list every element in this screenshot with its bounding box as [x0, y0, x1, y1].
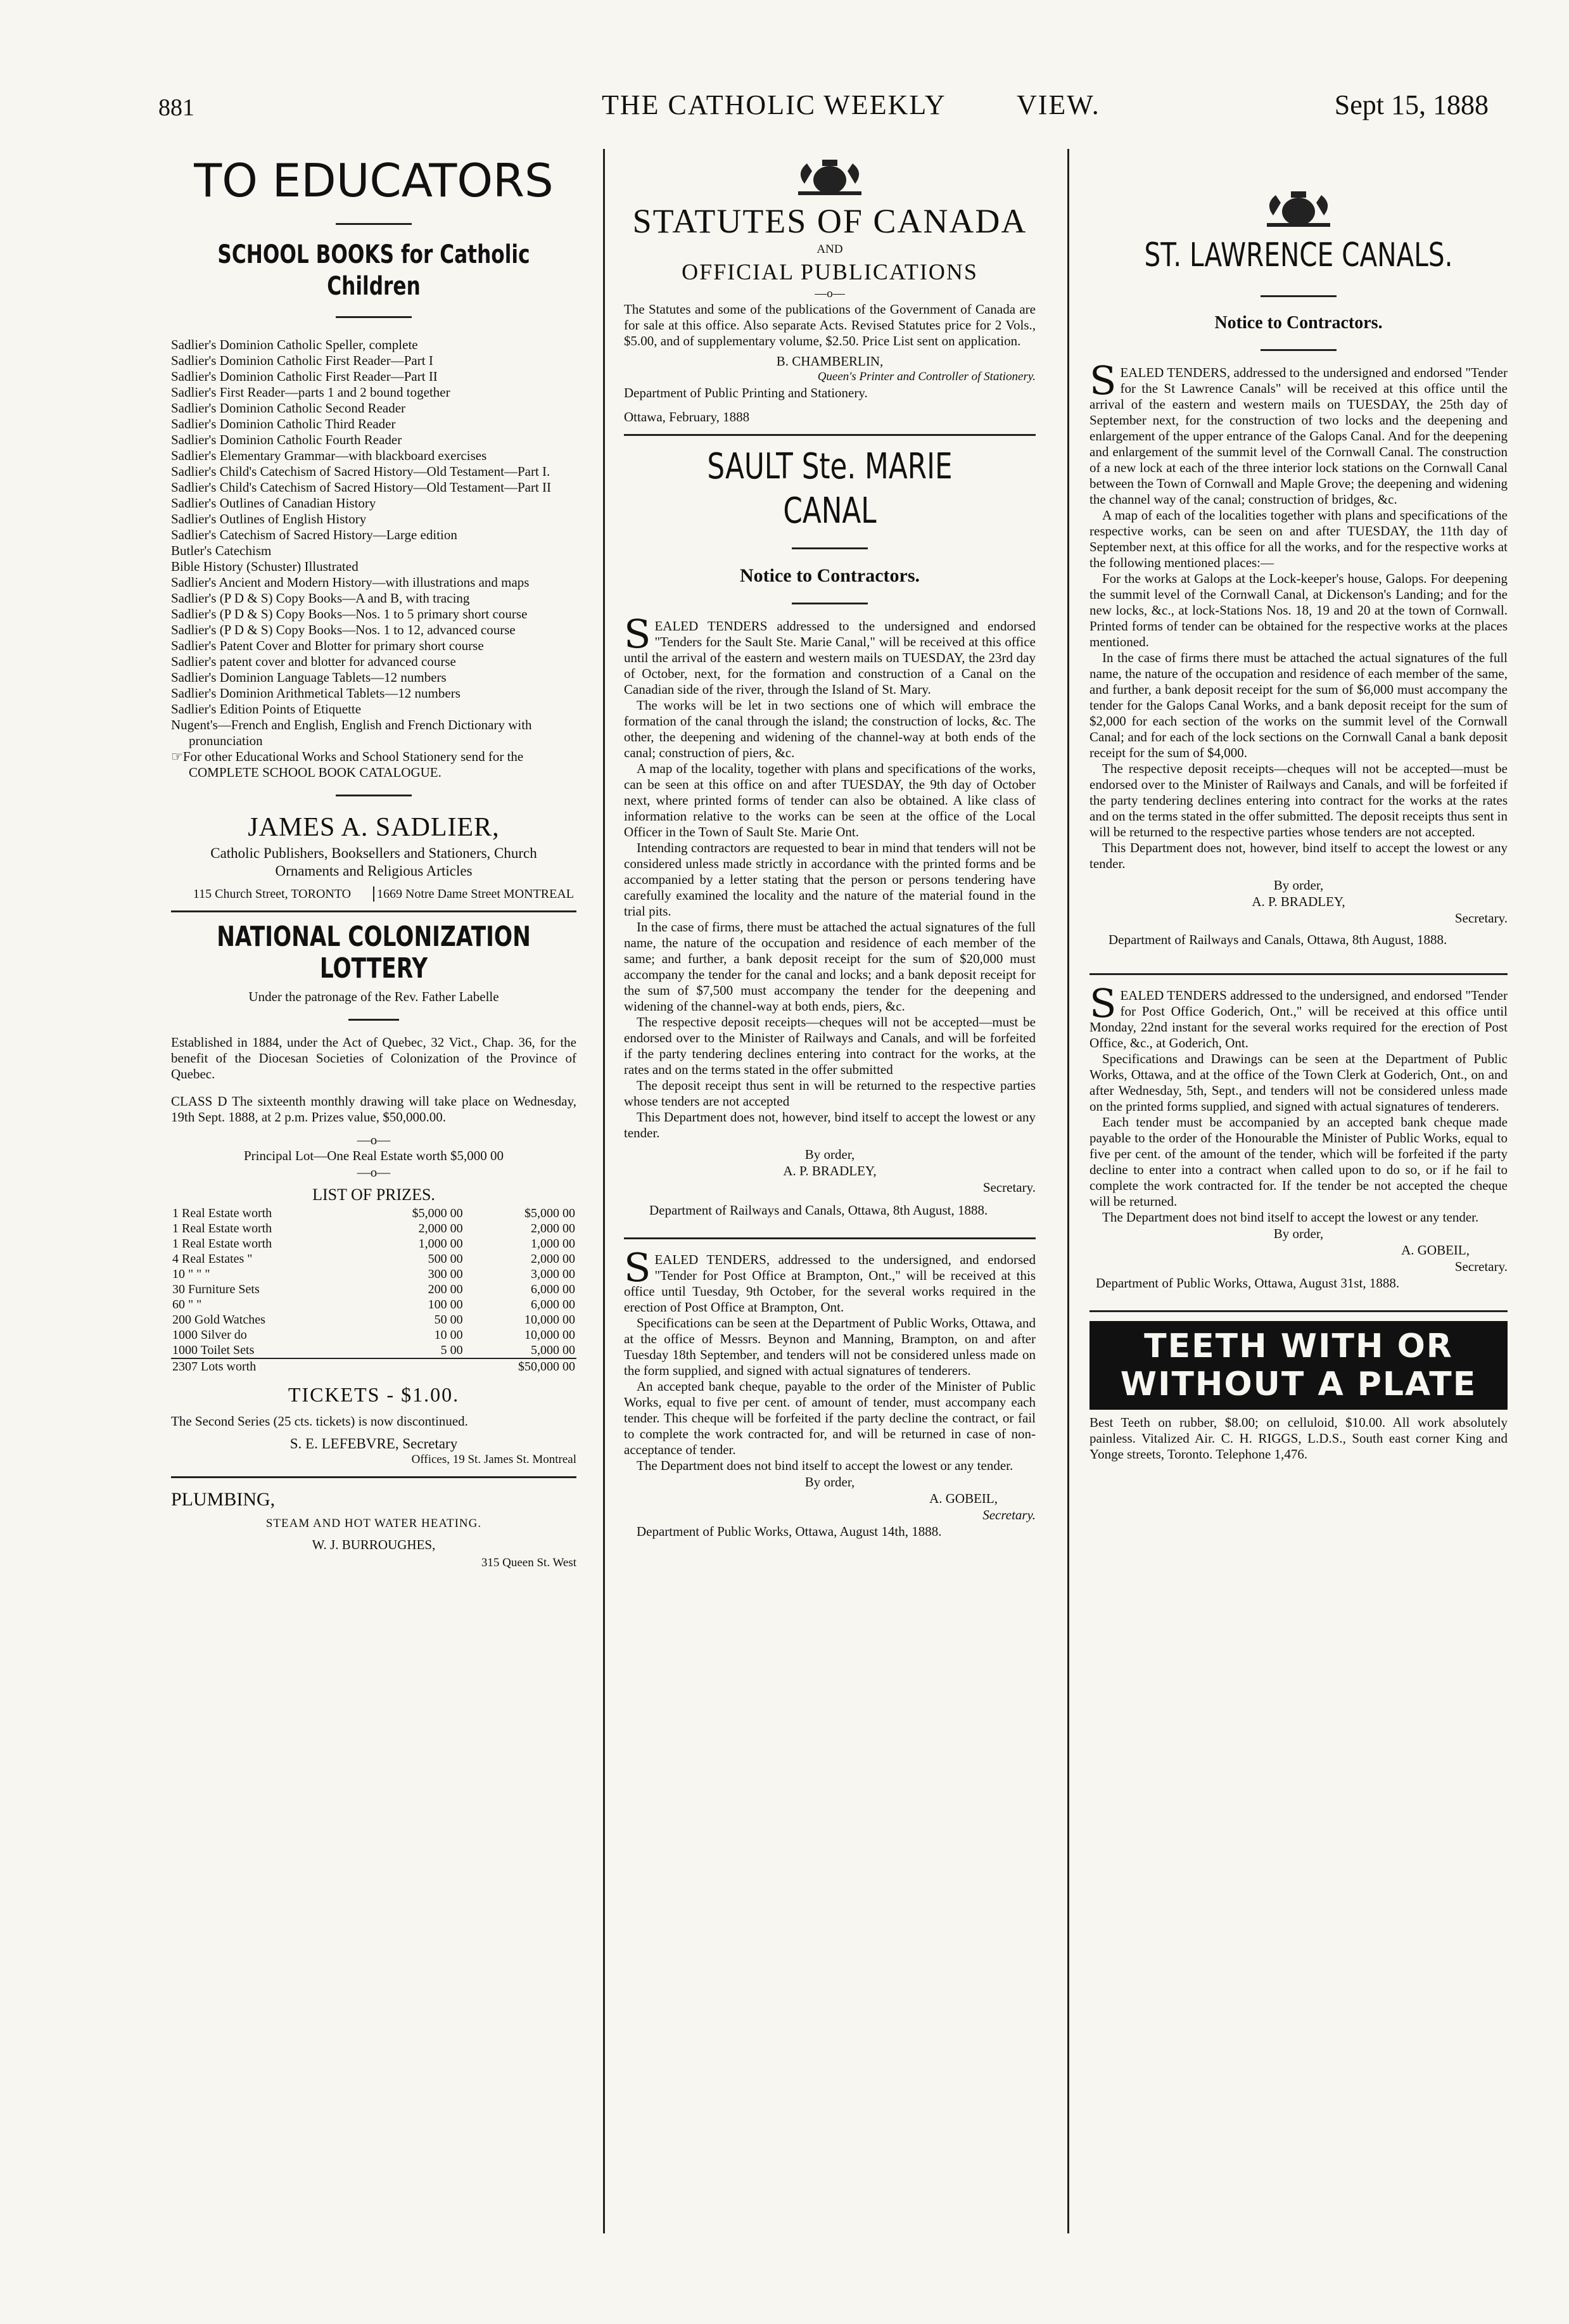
dropcap-s: S — [624, 1244, 651, 1291]
list-item: Bible History (Schuster) Illustrated — [171, 559, 359, 574]
prize-total: 1,000 00 — [531, 1237, 575, 1251]
sault-paragraph-2: The works will be let in two sections one of which will embrace the formation of the canal through the island; the construction of locks, &c. The other, the deepening and widening of the channel-way at both ends of the canal; construction of piers, &c. — [624, 698, 1036, 760]
list-item: Sadlier's (P D & S) Copy Books—Nos. 1 to 12, advanced course — [171, 622, 516, 637]
brampton-text-1: EALED TENDERS, addressed to the undersigned, and endorsed "Tender for Post Office at Brampton, Ont.," will be received at this office until Tuesday, 9th October, for the several works required in the erection of Post Office at Brampton, Ont. — [624, 1252, 1036, 1315]
prize-label: 60 " " — [172, 1298, 202, 1312]
teeth-advertisement-body: Best Teeth on rubber, $8.00; on celluloid, $10.00. All work absolutely painless. Vitalized Air. C. H. RIGGS, L.D.S., South east corner King and Yonge streets, Toronto. Telephone 1,476. — [1089, 1415, 1508, 1462]
teeth-line-1: TEETH WITH OR — [1144, 1327, 1453, 1365]
list-item: Sadlier's Edition Points of Etiquette — [171, 701, 362, 717]
educators-heading: TO EDUCATORS — [194, 154, 554, 207]
divider — [1261, 349, 1337, 351]
address-montreal: 1669 Notre Dame Street MONTREAL — [376, 887, 575, 901]
list-item: Sadlier's Dominion Arithmetical Tablets—12 numbers — [171, 686, 461, 701]
printing-department: Department of Public Printing and Stationery. — [624, 385, 868, 400]
prize-unit: 2,000 00 — [418, 1222, 463, 1235]
prize-unit: 5 00 — [440, 1343, 463, 1357]
sadlier-addresses — [171, 886, 576, 902]
prize-unit: 300 00 — [428, 1267, 463, 1281]
column-3 — [1089, 152, 1508, 1462]
issue-date: Sept 15, 1888 — [1334, 89, 1489, 120]
lottery-title-1: NATIONAL COLONIZATION — [217, 921, 531, 953]
stl-signatory: A. P. BRADLEY, — [1252, 894, 1345, 909]
sault-signatory: A. P. BRADLEY, — [783, 1163, 877, 1178]
sault-paragraph-8: This Department does not, however, bind itself to accept the lowest or any tender. — [624, 1109, 1036, 1140]
prize-label: 10 " " " — [172, 1267, 210, 1281]
goderich-paragraph-4: The Department does not bind itself to accept the lowest or any tender. — [1102, 1210, 1479, 1225]
stl-paragraph-5: The respective deposit receipts—cheques will not be accepted—must be endorsed over to the Minister of Railways and Canals, and will be forfeited if the party tendering declines entering into contract for the works at the rates and on the terms stated in the offer submitted. The deposit receipts thus sent in will be returned to the respective parties whose tenders are not accepted. — [1089, 761, 1508, 840]
stl-paragraph-1 — [1089, 357, 1508, 508]
address-toronto: 115 Church Street, TORONTO — [171, 886, 374, 902]
sault-notice: Notice to Contractors. — [739, 565, 920, 586]
lottery-secretary: S. E. LEFEBVRE, Secretary — [289, 1436, 458, 1452]
lottery-patronage: Under the patronage of the Rev. Father Labelle — [248, 989, 499, 1004]
table-row — [171, 1358, 576, 1374]
table-row — [171, 1297, 576, 1312]
divider — [1261, 295, 1337, 297]
statutes-date: Ottawa, February, 1888 — [624, 409, 750, 425]
brampton-signatory: A. GOBEIL, — [929, 1491, 998, 1506]
list-item: Sadlier's Ancient and Modern History—with illustrations and maps — [171, 575, 530, 590]
prize-total: 5,000 00 — [531, 1343, 575, 1357]
list-item: Sadlier's Child's Catechism of Sacred History—Old Testament—Part I. — [171, 464, 550, 479]
prize-unit: 500 00 — [428, 1252, 463, 1266]
dropcap-s: S — [1089, 980, 1117, 1026]
column-2 — [624, 152, 1036, 1540]
royal-crest-icon — [785, 158, 874, 196]
table-row — [171, 1327, 576, 1343]
goderich-paragraph-2: Specifications and Drawings can be seen at the Department of Public Works, Ottawa, and at the office of the Town Clerk at Goderich, Ont., on and after Wednesday, 5th, Sept., and tenders will not be considered unless made on the printed forms supplied, and signed with actual signatures of tenderers. — [1089, 1051, 1508, 1114]
stl-text-1: EALED TENDERS, addressed to the undersigned and endorsed "Tender for the St Lawrence Canals" will be received at this office until the arrival of the eastern and western mails on TUESDAY, the 25th day of September next, for the construction of two locks and the deepening and enlargement of the upper entrance of the Galops Canal. And for the deepening and enlargement of the summit level of the Cornwall Canal. The construction of a new lock at each of the three interior lock stations on the Cornwall Canal between the Town of Cornwall and Maple Grove; the deepening and widening the channel way of the canal; construction of bridges, &c. — [1089, 365, 1508, 507]
prize-label: 1 Real Estate worth — [172, 1237, 272, 1251]
chamberlin-name: B. CHAMBERLIN, — [776, 354, 884, 369]
list-item: Sadlier's Outlines of Canadian History — [171, 495, 376, 511]
sadlier-description: Catholic Publishers, Booksellers and Stationers, Church Ornaments and Religious Articles — [210, 845, 537, 879]
list-item: Sadlier's Dominion Catholic Second Reader — [171, 400, 406, 416]
list-item: Sadlier's (P D & S) Copy Books—A and B, with tracing — [171, 591, 470, 606]
statutes-title: STATUTES OF CANADA — [632, 202, 1027, 240]
sault-paragraph-3: A map of the locality, together with plans and specifications of the works, can be seen at this office on and after TUESDAY, the 9th day of October next, where printed forms of tender can also be obtained. A like class of information relative to the works can be seen at the office of the Local Officer in the Town of Sault Ste. Marie Ont. — [624, 761, 1036, 840]
brampton-signatory-title: Secretary. — [982, 1507, 1036, 1523]
stl-paragraph-3: For the works at Galops at the Lock-keeper's house, Galops. For deepening the summit level of the Cornwall Canal, at Dickenson's Landing; and for the new locks, &c., at lock-Stations Nos. 18, 19 and 20 at the town of Cornwall. Printed forms of tender can be obtained for the respective works at the places mentioned. — [1089, 571, 1508, 649]
brampton-paragraph-2: Specifications can be seen at the Department of Public Works, Ottawa, and at the office of Messrs. Beynon and Manning, Brampton, on and after Tuesday 18th September, and tenders will not be considered unless made on the form supplied, and signed with actual signatures of tenderers. — [624, 1315, 1036, 1378]
plumbing-address: 315 Queen St. West — [481, 1556, 576, 1569]
sault-department: Department of Railways and Canals, Ottawa, 8th August, 1888. — [649, 1203, 988, 1218]
st-lawrence-title: ST. LAWRENCE CANALS. — [1144, 236, 1453, 274]
statutes-and: AND — [816, 243, 843, 256]
prize-label: 200 Gold Watches — [172, 1313, 265, 1327]
statutes-body: The Statutes and some of the publications of the Government of Canada are for sale at this office. Also separate Acts. Revised Statutes price for 2 Vols., $5.00, and of supplementary volume, $2.50. Price List sent on application. — [624, 302, 1036, 348]
statutes-subtitle: OFFICIAL PUBLICATIONS — [682, 259, 978, 284]
sault-text-1: EALED TENDERS addressed to the undersigned and endorsed "Tenders for the Sault Ste. Marie Canal," will be received at this office until the arrival of the eastern and western mails on TUESDAY, the 23rd day of October, next, for the formation and construction of a Canal on the Canadian side of the river, through the Island of St. Mary. — [624, 618, 1036, 697]
sault-signatory-title: Secretary. — [982, 1180, 1036, 1195]
table-row — [171, 1343, 576, 1358]
list-item: Sadlier's First Reader—parts 1 and 2 bound together — [171, 385, 450, 400]
prize-label: 4 Real Estates " — [172, 1252, 253, 1266]
table-row — [171, 1312, 576, 1327]
prize-total: $5,000 00 — [524, 1206, 575, 1220]
list-item: Sadlier's Catechism of Sacred History—Large edition — [171, 527, 457, 542]
teeth-advertisement-banner — [1089, 1321, 1508, 1410]
plumbing-subtitle: STEAM AND HOT WATER HEATING. — [265, 1517, 482, 1530]
list-item: Nugent's—French and English, English and French Dictionary with pronunciation — [171, 717, 532, 748]
prize-unit — [364, 1358, 464, 1374]
divider — [336, 795, 412, 796]
list-item: Sadlier's Dominion Catholic First Reader—Part I — [171, 353, 433, 368]
sault-by-order: By order, — [804, 1147, 855, 1162]
prize-total: 6,000 00 — [531, 1282, 575, 1296]
prize-label: 30 Furniture Sets — [172, 1282, 260, 1296]
newspaper-title-view: VIEW. — [1017, 89, 1100, 120]
stl-paragraph-2: A map of each of the localities together with plans and specifications of the respective works, can be seen on and after TUESDAY, the 11th day of September next, at this office for all the works, and for the respective works at the following mentioned places:— — [1089, 508, 1508, 570]
royal-crest-icon — [1254, 190, 1343, 228]
brampton-department: Department of Public Works, Ottawa, August 14th, 1888. — [637, 1524, 942, 1539]
sadlier-name: JAMES A. SADLIER, — [248, 813, 500, 842]
divider — [171, 910, 576, 912]
plumbing-title: PLUMBING, — [171, 1489, 276, 1510]
sault-canal-title: SAULT Ste. MARIE CANAL — [707, 446, 953, 532]
prize-label: 1 Real Estate worth — [172, 1222, 272, 1235]
column-rule-left — [603, 149, 605, 2233]
stl-by-order: By order, — [1273, 878, 1324, 893]
list-item: Sadlier's Patent Cover and Blotter for primary short course — [171, 638, 484, 653]
prize-total: $50,000 00 — [518, 1360, 575, 1374]
list-item: Sadlier's (P D & S) Copy Books—Nos. 1 to 5 primary short course — [171, 606, 528, 622]
prize-total: 10,000 00 — [524, 1328, 575, 1342]
lottery-established: Established in 1884, under the Act of Quebec, 32 Vict., Chap. 36, for the benefit of the Diocesan Societies of Colonization of the Province of Quebec. — [171, 1035, 576, 1082]
table-row — [171, 1267, 576, 1282]
prize-label: 2307 Lots worth — [172, 1360, 257, 1374]
sault-paragraph-6: The respective deposit receipts—cheques will not be accepted—must be endorsed over to the Minister of Railways and Canals, and will be forfeited if the party tendering declines entering into contract for the works, at the rates and on the terms stated in the offer submitted — [624, 1014, 1036, 1077]
list-item: Sadlier's Dominion Language Tablets—12 numbers — [171, 670, 447, 685]
stl-paragraph-6: This Department does not, however, bind itself to accept the lowest or any tender. — [1089, 840, 1508, 871]
prize-total: 10,000 00 — [524, 1313, 575, 1327]
prize-label: 1 Real Estate worth — [172, 1206, 272, 1220]
prize-unit: 100 00 — [428, 1298, 463, 1312]
list-item: Sadlier's Dominion Catholic Third Reader — [171, 416, 396, 431]
prize-total: 6,000 00 — [531, 1298, 575, 1312]
list-item: ☞For other Educational Works and School Stationery send for the COMPLETE SCHOOL BOOK CATALOGUE. — [171, 749, 524, 780]
prize-unit: 1,000 00 — [418, 1237, 463, 1251]
principal-lot: Principal Lot—One Real Estate worth $5,000 00 — [243, 1148, 504, 1163]
sault-paragraph-4: Intending contractors are requested to bear in mind that tenders will not be considered unless made strictly in accordance with the printed forms and be accompanied by a letter stating that the person or persons tendering have carefully examined the locality and the nature of the material found in the trial pits. — [624, 840, 1036, 919]
book-list — [171, 337, 576, 781]
goderich-by-order: By order, — [1273, 1226, 1324, 1241]
list-item: Sadlier's patent cover and blotter for advanced course — [171, 654, 456, 669]
prizes-title: LIST OF PRIZES. — [312, 1185, 435, 1204]
prize-label: 1000 Silver do — [172, 1328, 247, 1342]
brampton-paragraph-1 — [624, 1244, 1036, 1315]
stl-signatory-title: Secretary. — [1454, 910, 1508, 926]
chamberlin-title: Queen's Printer and Controller of Stationery. — [817, 370, 1036, 383]
divider — [1089, 1310, 1508, 1312]
brampton-by-order: By order, — [804, 1474, 855, 1490]
school-books-subheading: SCHOOL BOOKS for Catholic Children — [217, 240, 530, 301]
second-series-note: The Second Series (25 cts. tickets) is now discontinued. — [171, 1414, 468, 1429]
table-row — [171, 1251, 576, 1267]
divider — [1089, 973, 1508, 975]
prize-unit: 10 00 — [434, 1328, 463, 1342]
column-rule-right — [1067, 149, 1069, 2233]
prize-total: 2,000 00 — [531, 1222, 575, 1235]
divider — [792, 603, 868, 604]
sault-paragraph-1 — [624, 611, 1036, 698]
lottery-class-d: CLASS D The sixteenth monthly drawing will take place on Wednesday, 19th Sept. 1888, at 2 p.m. Prizes value, $50,000.00. — [171, 1094, 576, 1125]
st-lawrence-notice: Notice to Contractors. — [1214, 313, 1383, 333]
divider — [336, 316, 412, 318]
separator: —o— — [357, 1165, 391, 1180]
prizes-table — [171, 1206, 576, 1374]
table-row — [171, 1236, 576, 1251]
list-item: Butler's Catechism — [171, 543, 272, 558]
divider — [624, 434, 1036, 436]
brampton-paragraph-4: The Department does not bind itself to accept the lowest or any tender. — [637, 1458, 1013, 1473]
page-number: 881 — [158, 94, 194, 121]
goderich-department: Department of Public Works, Ottawa, August 31st, 1888. — [1096, 1275, 1400, 1291]
plumbing-name: W. J. BURROUGHES, — [312, 1537, 436, 1552]
teeth-line-2: WITHOUT A PLATE — [1120, 1365, 1477, 1403]
goderich-signatory: A. GOBEIL, — [1401, 1242, 1470, 1258]
page-header — [158, 89, 1489, 127]
brampton-paragraph-3: An accepted bank cheque, payable to the order of the Minister of Public Works, equal to five per cent. of amount of tender, must accompany each tender. This cheque will be forfeited if the party decline the contract, or fail to complete the work contracted for, and will be returned in case of non-acceptance of tender. — [624, 1379, 1036, 1457]
dropcap-s: S — [1089, 357, 1117, 404]
divider — [171, 1476, 576, 1478]
table-row — [171, 1282, 576, 1297]
goderich-text-1: EALED TENDERS addressed to the undersigned, and endorsed "Tender for Post Office Goderich, Ont.," will be received at this office until Monday, 22nd instant for the several works required for the erection of Post Office, &c., at Goderich, Ont. — [1089, 988, 1508, 1050]
prize-unit: 200 00 — [428, 1282, 463, 1296]
divider — [624, 1237, 1036, 1239]
list-item: Sadlier's Dominion Catholic Fourth Reader — [171, 432, 402, 447]
newspaper-title: THE CATHOLIC WEEKLY — [602, 89, 946, 120]
list-item: Sadlier's Elementary Grammar—with blackboard exercises — [171, 448, 487, 463]
sault-paragraph-5: In the case of firms, there must be attached the actual signatures of the full name, the nature of the occupation and residence of each member of the same; and further, a bank deposit receipt for the sum of $20,000 must accompany the tender for the canal and locks; and a bank deposit receipt for the sum of $7,500 must accompany the tender for the deepening and widening of the channel-way at both ends, piers, &c. — [624, 919, 1036, 1014]
goderich-signatory-title: Secretary. — [1454, 1259, 1508, 1274]
prize-label: 1000 Toilet Sets — [172, 1343, 255, 1357]
tickets-price: TICKETS - $1.00. — [288, 1383, 460, 1406]
divider — [336, 223, 412, 225]
divider — [348, 1019, 399, 1021]
stl-paragraph-4: In the case of firms there must be attached the actual signatures of the full name, the nature of the occupation and residence of each member of the same, and further, a bank deposit receipt for the sum of $6,000 must accompany the tender for the Galops Canal Works, and a bank deposit receipt for the sum of $2,000 for each section of the works on the summit level of the Cornwall Canal; and for each of the lock sections on the Cornwall Canal a bank deposit receipt for the sum of $4,000. — [1089, 650, 1508, 760]
prize-total: 3,000 00 — [531, 1267, 575, 1281]
column-1 — [171, 152, 576, 1571]
list-item: Sadlier's Dominion Catholic First Reader—Part II — [171, 369, 438, 384]
separator: —o— — [357, 1132, 391, 1147]
list-item: Sadlier's Dominion Catholic Speller, complete — [171, 337, 418, 352]
table-row — [171, 1206, 576, 1221]
list-item: Sadlier's Outlines of English History — [171, 511, 367, 527]
lottery-title-2: LOTTERY — [319, 952, 428, 985]
sault-paragraph-7: The deposit receipt thus sent in will be returned to the respective parties whose tenders are not accepted — [624, 1078, 1036, 1109]
prize-total: 2,000 00 — [531, 1252, 575, 1266]
divider — [792, 547, 868, 549]
goderich-paragraph-1 — [1089, 980, 1508, 1051]
stl-department: Department of Railways and Canals, Ottawa, 8th August, 1888. — [1108, 932, 1447, 947]
prize-unit: $5,000 00 — [412, 1206, 463, 1220]
dropcap-s: S — [624, 611, 651, 657]
goderich-paragraph-3: Each tender must be accompanied by an accepted bank cheque made payable to the order of the Honourable the Minister of Public Works, equal to five per cent. of the amount of the tender, which will be forfeited if the party decline to enter into a contract when called upon to do so, or if he fail to complete the work contracted for. If the tender be not accepted the cheque will be returned. — [1089, 1114, 1508, 1209]
table-row — [171, 1221, 576, 1236]
lottery-office: Offices, 19 St. James St. Montreal — [411, 1453, 576, 1466]
prize-unit: 50 00 — [434, 1313, 463, 1327]
list-item: Sadlier's Child's Catechism of Sacred History—Old Testament—Part II — [171, 480, 552, 495]
separator: —o— — [815, 287, 845, 300]
